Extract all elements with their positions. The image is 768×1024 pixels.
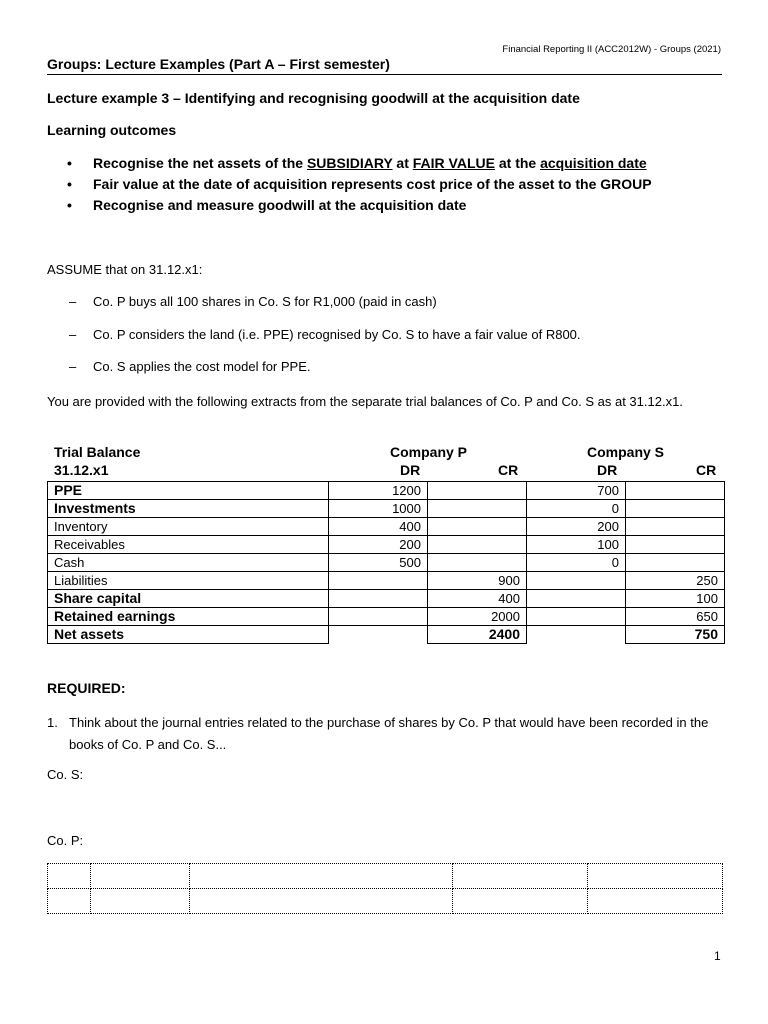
question-1 — [47, 712, 727, 756]
tb-empty-cell — [527, 626, 626, 644]
tb-p-cr-cell — [428, 536, 527, 554]
journal-cell[interactable] — [190, 889, 453, 914]
table-row — [48, 590, 725, 608]
tb-s-dr-cell: 100 — [527, 536, 626, 554]
provided-text: You are provided with the following extracts from the separate trial balances of Co. P and Co. S as at 31.12.x1. — [47, 394, 683, 409]
tb-s-cr-cell — [626, 554, 725, 572]
table-row — [48, 889, 723, 914]
tb-s-cr-cell — [626, 518, 725, 536]
tb-empty-cell — [329, 626, 428, 644]
tb-p-dr-cell — [329, 572, 428, 590]
tb-p-dr-cell: 400 — [329, 518, 428, 536]
table-row — [48, 500, 725, 518]
tb-s-dr-cell — [527, 572, 626, 590]
tb-p-cr-cell — [428, 500, 527, 518]
bullet-icon: • — [67, 155, 72, 171]
tb-s-cr-cell — [626, 536, 725, 554]
journal-cell[interactable] — [588, 889, 723, 914]
journal-cell[interactable] — [453, 889, 588, 914]
dash-icon: – — [69, 294, 77, 309]
dash-icon: – — [69, 327, 77, 342]
tb-p-dr-cell: 500 — [329, 554, 428, 572]
bullet-icon: • — [67, 176, 72, 192]
tb-row-label: Inventory — [48, 518, 329, 536]
tb-title: Trial Balance — [54, 444, 141, 460]
learning-outcome-item: • Fair value at the date of acquisition represents cost price of the asset to the GROUP — [67, 174, 652, 195]
journal-cell[interactable] — [588, 864, 723, 889]
journal-entry-table — [47, 863, 723, 914]
journal-cell[interactable] — [48, 864, 91, 889]
tb-p-cr-cell: 2400 — [428, 626, 527, 644]
tb-s-cr-cell — [626, 500, 725, 518]
table-row — [48, 572, 725, 590]
tb-row-label: Investments — [48, 500, 329, 518]
table-row — [48, 482, 725, 500]
tb-s-cr-cell: 100 — [626, 590, 725, 608]
tb-p-cr-cell — [428, 518, 527, 536]
tb-p-cr: CR — [498, 462, 519, 478]
tb-company-p: Company P — [390, 444, 468, 460]
learning-outcome-item: • Recognise the net assets of the SUBSIDIARY at FAIR VALUE at the acquisition date — [67, 153, 652, 174]
question-text: Think about the journal entries related to the purchase of shares by Co. P that would have been recorded in the books of Co. P and Co. S... — [69, 715, 709, 752]
tb-p-cr-cell: 2000 — [428, 608, 527, 626]
tb-s-cr-cell: 650 — [626, 608, 725, 626]
tb-row-label: Liabilities — [48, 572, 329, 590]
page-number: 1 — [714, 949, 721, 963]
tb-row-label: Receivables — [48, 536, 329, 554]
tb-p-cr-cell: 900 — [428, 572, 527, 590]
course-header: Financial Reporting II (ACC2012W) - Groups (2021) — [502, 44, 721, 55]
tb-s-dr-cell: 0 — [527, 554, 626, 572]
journal-cell[interactable] — [190, 864, 453, 889]
tb-p-dr: DR — [400, 462, 421, 478]
tb-s-cr-cell: 750 — [626, 626, 725, 644]
underlined-term: acquisition date — [540, 155, 647, 171]
tb-s-dr-cell: 200 — [527, 518, 626, 536]
tb-s-cr-cell — [626, 482, 725, 500]
co-s-label: Co. S: — [47, 767, 84, 782]
learning-outcome-item: • Recognise and measure goodwill at the acquisition date — [67, 195, 652, 216]
tb-s-dr-cell: 700 — [527, 482, 626, 500]
tb-p-dr-cell — [329, 590, 428, 608]
tb-s-dr-cell — [527, 608, 626, 626]
trial-balance-table — [47, 481, 725, 644]
journal-cell[interactable] — [91, 889, 190, 914]
tb-s-dr-cell — [527, 590, 626, 608]
tb-p-dr-cell — [329, 608, 428, 626]
journal-cell[interactable] — [48, 889, 91, 914]
underlined-term: SUBSIDIARY — [306, 155, 393, 171]
learning-outcomes-list — [67, 153, 652, 216]
table-row — [48, 626, 725, 644]
table-row — [48, 536, 725, 554]
assumption-item: – Co. S applies the cost model for PPE. — [69, 359, 311, 374]
header-divider — [47, 74, 722, 75]
tb-row-label: Retained earnings — [48, 608, 329, 626]
tb-p-cr-cell — [428, 482, 527, 500]
tb-p-dr-cell: 1000 — [329, 500, 428, 518]
journal-cell[interactable] — [453, 864, 588, 889]
table-row — [48, 608, 725, 626]
underlined-term: FAIR VALUE — [412, 155, 495, 171]
journal-cell[interactable] — [91, 864, 190, 889]
tb-date: 31.12.x1 — [54, 462, 109, 478]
tb-row-label: Cash — [48, 554, 329, 572]
tb-company-s: Company S — [587, 444, 665, 460]
learning-outcomes-heading: Learning outcomes — [47, 122, 177, 138]
tb-p-cr-cell — [428, 554, 527, 572]
co-p-label: Co. P: — [47, 833, 84, 848]
table-row — [48, 864, 723, 889]
tb-p-cr-cell: 400 — [428, 590, 527, 608]
tb-s-dr-cell: 0 — [527, 500, 626, 518]
assumption-item: – Co. P considers the land (i.e. PPE) recognised by Co. S to have a fair value of R800. — [69, 327, 581, 342]
dash-icon: – — [69, 359, 77, 374]
tb-p-dr-cell: 1200 — [329, 482, 428, 500]
tb-row-label: Share capital — [48, 590, 329, 608]
assume-intro: ASSUME that on 31.12.x1: — [47, 262, 203, 277]
assumption-item: – Co. P buys all 100 shares in Co. S for R1,000 (paid in cash) — [69, 294, 437, 309]
tb-p-dr-cell: 200 — [329, 536, 428, 554]
bullet-icon: • — [67, 197, 72, 213]
tb-row-label: Net assets — [48, 626, 329, 644]
tb-row-label: PPE — [48, 482, 329, 500]
tb-s-dr: DR — [597, 462, 618, 478]
table-row — [48, 554, 725, 572]
required-heading: REQUIRED: — [47, 680, 126, 696]
section-header: Groups: Lecture Examples (Part A – First semester) — [47, 56, 390, 72]
question-number: 1. — [47, 715, 58, 730]
example-title: Lecture example 3 – Identifying and recognising goodwill at the acquisition date — [47, 90, 580, 106]
tb-s-cr-cell: 250 — [626, 572, 725, 590]
table-row — [48, 518, 725, 536]
tb-s-cr: CR — [696, 462, 717, 478]
